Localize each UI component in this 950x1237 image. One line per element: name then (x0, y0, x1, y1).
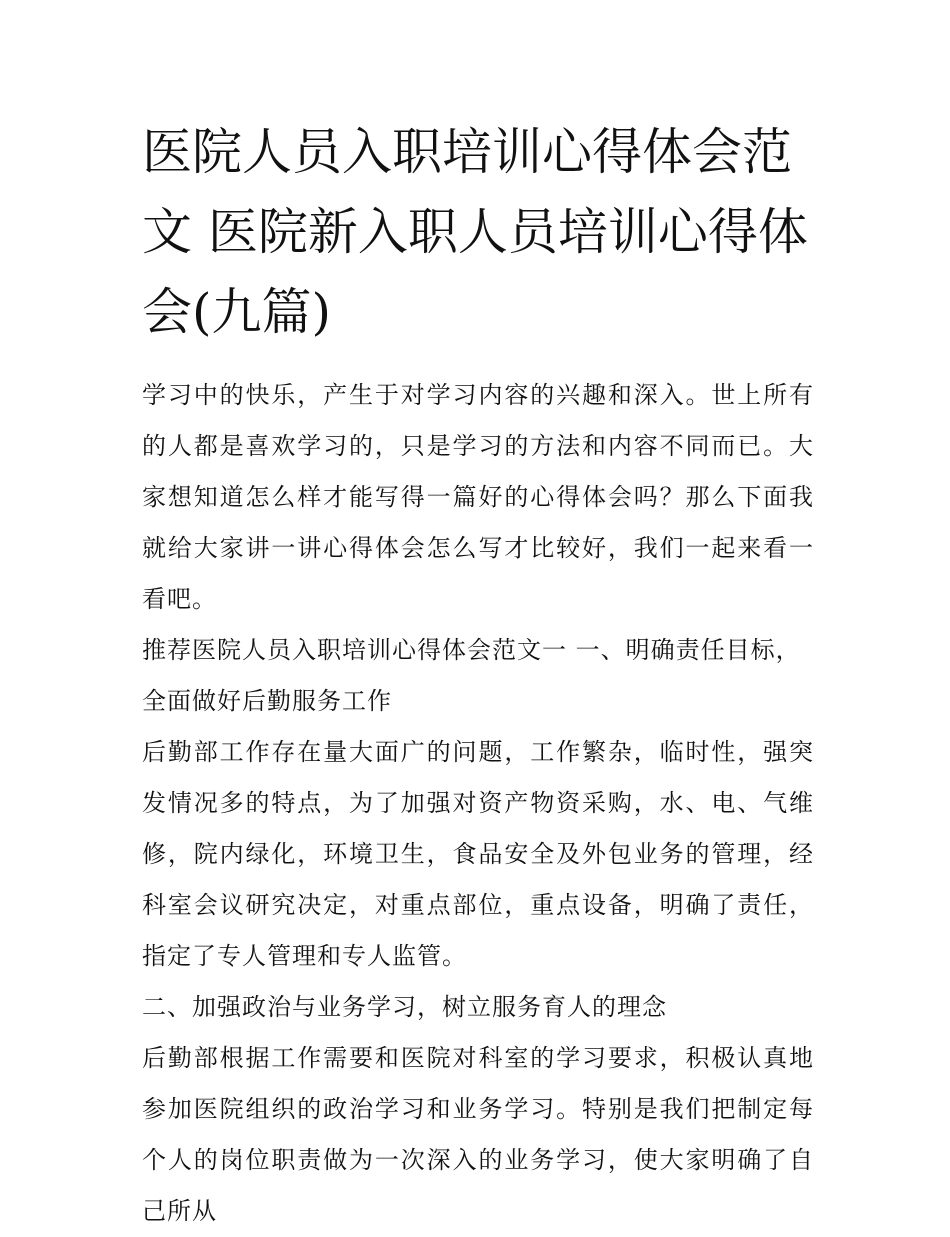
section-heading-1: 推荐医院人员入职培训心得体会范文一 一、明确责任目标，全面做好后勤服务工作 (142, 636, 801, 715)
document-title: 医院人员入职培训心得体会范文 医院新入职人员培训心得体会(九篇) (142, 123, 808, 341)
section-heading-2: 二、加强政治与业务学习，树立服务育人的理念 (142, 993, 667, 1021)
body-paragraph: 后勤部工作存在量大面广的问题，工作繁杂，临时性，强突发情况多的特点，为了加强对资产物资采购，水、电、气维修，院内绿化，环境卫生，食品安全及外包业务的管理，经科室会议研究决定，对重点部位，重点设备，明确了责任，指定了专人管理和专人监管。 (142, 738, 814, 970)
document-body (142, 370, 814, 1237)
body-paragraph: 后勤部根据工作需要和医院对科室的学习要求，积极认真地参加医院组织的政治学习和业务学习。特别是我们把制定每个人的岗位职责做为一次深入的业务学习，使大家明确了自己所从 (142, 1044, 814, 1225)
document-page (142, 112, 814, 1237)
intro-paragraph: 学习中的快乐，产生于对学习内容的兴趣和深入。世上所有的人都是喜欢学习的，只是学习的方法和内容不同而已。大家想知道怎么样才能写得一篇好的心得体会吗？那么下面我就给大家讲一讲心得体会怎么写才比较好，我们一起来看一看吧。 (142, 381, 814, 613)
